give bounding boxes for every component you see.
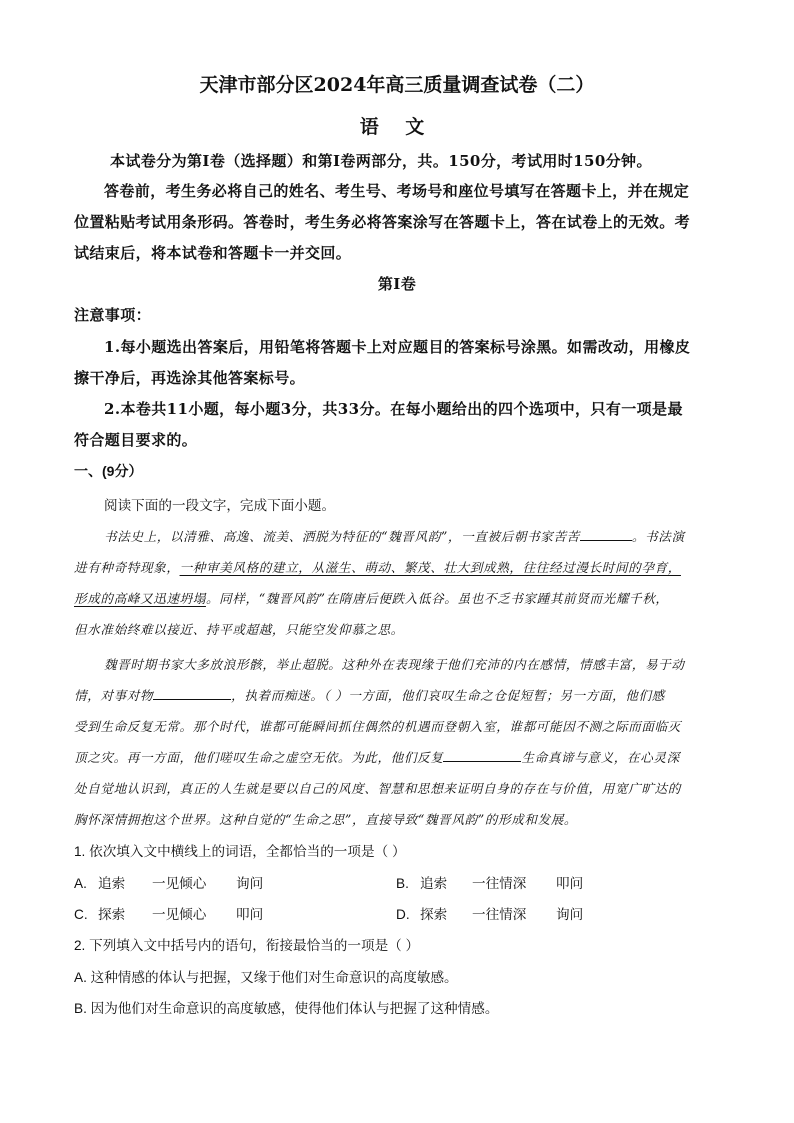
passage-text: ，执着而痴迷。（ ）一方面，他们哀叹生命之仓促短暂；另一方面，他们感 (231, 688, 665, 703)
passage-p2-line-3: 受到生命反复无常。那个时代，谁都可能瞬间抓住偶然的机遇而登朝入室，谁都可能因不测之际而面临灭 (74, 719, 681, 734)
option-label: D. (396, 907, 410, 922)
notice-1-line-2: 擦干净后，再选涂其他答案标号。 (74, 369, 306, 387)
q1-option-a[interactable] (74, 872, 263, 892)
intro-line-1: 本试卷分为第Ⅰ卷（选择题）和第Ⅰ卷两部分，共。150分，考试用时150分钟。 (110, 152, 652, 170)
fill-blank-2 (153, 687, 231, 700)
q1-option-c[interactable] (74, 903, 263, 923)
option-word: 追索 (420, 876, 448, 891)
passage-p2-line-1: 魏晋时期书家大多放浪形骸，举止超脱。这种外在表现缘于他们充沛的内在感情，情感丰富，易于动 (104, 657, 685, 672)
fill-blank-1 (580, 528, 632, 541)
part-heading: 一、(9分） (74, 463, 143, 479)
option-label: C. (74, 907, 88, 922)
passage-text: 。同样，“魏晋风韵”在隋唐后便跌入低谷。虽也不乏书家踵其前贤而光耀千秋， (205, 591, 669, 606)
option-word: 询问 (556, 907, 584, 922)
passage-p2-line-6: 胸怀深情拥抱这个世界。这种自觉的“生命之思”，直接导致“魏晋风韵”的形成和发展。 (74, 812, 578, 827)
passage-p2-line-4 (74, 747, 680, 766)
passage-p2-line-5: 处自觉地认识到，真正的人生就是要以自己的风度、智慧和思想来证明自身的存在与价值，用宽广旷达的 (74, 781, 681, 796)
passage-p1-line-3 (74, 588, 669, 607)
passage-text: 顶之灾。再一方面，他们嗟叹生命之虚空无依。为此，他们反复 (74, 750, 444, 765)
reading-instruction: 阅读下面的一段文字，完成下面小题。 (104, 498, 336, 513)
passage-text: 进有种奇特现象， (74, 560, 180, 575)
subject-title: 语 文 (359, 116, 435, 138)
fill-blank-3 (443, 749, 521, 762)
q2-option-a[interactable]: A. 这种情感的体认与把握，又缘于他们对生命意识的高度敏感。 (74, 970, 458, 985)
option-word: 追索 (98, 876, 126, 891)
q1-option-d[interactable] (396, 903, 583, 923)
option-label: B. (396, 876, 409, 891)
q2-option-b[interactable]: B. 因为他们对生命意识的高度敏感，使得他们体认与把握了这种情感。 (74, 1001, 499, 1016)
option-word: 叩问 (556, 876, 584, 891)
option-word: 一见倾心 (152, 876, 207, 891)
passage-text: 。书法演 (631, 529, 685, 544)
option-word: 探索 (98, 907, 126, 922)
exam-title: 天津市部分区2024年高三质量调查试卷（二） (199, 74, 595, 96)
option-word: 探索 (420, 907, 448, 922)
option-word: 一见倾心 (152, 907, 207, 922)
option-word: 一往情深 (472, 876, 527, 891)
passage-p1-line-1 (104, 526, 685, 545)
option-word: 询问 (236, 876, 264, 891)
intro-line-3: 位置粘贴考试用条形码。答卷时，考生务必将答案涂写在答题卡上，答在试卷上的无效。考 (74, 213, 691, 231)
passage-text: 书法史上，以清雅、高逸、流美、洒脱为特征的“魏晋风韵”，一直被后朝书家苦苦 (104, 529, 580, 544)
passage-text: 情，对事对物 (74, 688, 154, 703)
option-word: 一往情深 (472, 907, 527, 922)
notice-2-line-1: 2.本卷共11小题，每小题3分，共33分。在每小题给出的四个选项中，只有一项是最 (104, 400, 683, 418)
passage-p1-line-2 (74, 557, 681, 576)
passage-text: 生命真谛与意义，在心灵深 (521, 750, 680, 765)
q1-option-b[interactable] (396, 872, 583, 892)
question-1-stem: 1. 依次填入文中横线上的词语，全都恰当的一项是（ ） (74, 844, 406, 859)
underlined-sentence: 一种审美风格的建立，从滋生、萌动、繁茂、壮大到成熟，往往经过漫长时间的孕育， (179, 560, 681, 575)
intro-line-4: 试结束后，将本试卷和答题卡一并交回。 (74, 244, 352, 262)
notice-2-line-2: 符合题目要求的。 (74, 431, 198, 449)
underlined-sentence-end: 形成的高峰又迅速坍塌 (74, 591, 206, 606)
notice-1-line-1: 1.每小题选出答案后，用铅笔将答题卡上对应题目的答案标号涂黑。如需改动，用橡皮 (104, 338, 691, 356)
passage-p2-line-2 (74, 685, 665, 704)
option-label: A. (74, 876, 87, 891)
question-2-stem: 2. 下列填入文中括号内的语句，衔接最恰当的一项是（ ） (74, 938, 420, 953)
passage-p1-line-4: 但水准始终难以接近、持平或超越，只能空发仰慕之思。 (74, 622, 404, 637)
section-heading: 第Ⅰ卷 (377, 275, 417, 293)
notice-label: 注意事项： (74, 306, 152, 324)
intro-line-2: 答卷前，考生务必将自己的姓名、考生号、考场号和座位号填写在答题卡上，并在规定 (104, 182, 690, 200)
option-word: 叩问 (236, 907, 264, 922)
